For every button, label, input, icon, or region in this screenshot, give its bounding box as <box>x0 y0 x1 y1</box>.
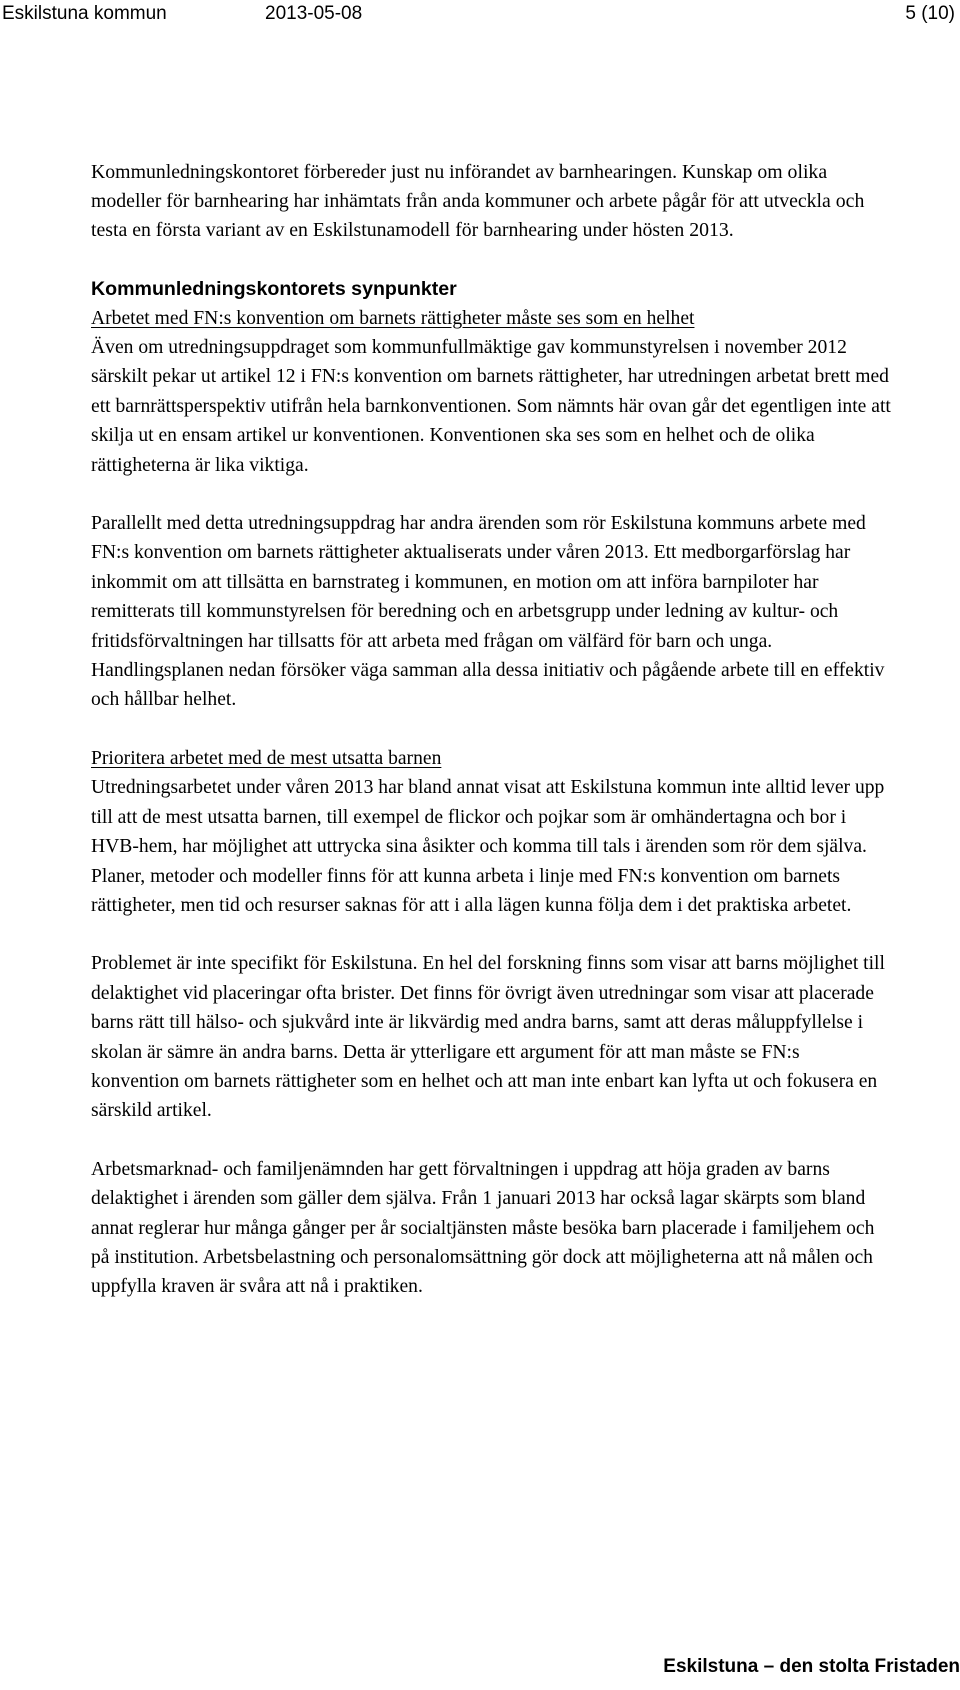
section-heading: Kommunledningskontorets synpunkter <box>91 277 457 300</box>
paragraph-helhet-1: Även om utredningsuppdraget som kommunfullmäktige gav kommunstyrelsen i november 2012 särskilt pekar ut artikel 12 i FN:s konvention om barnets rättigheter, har utredningen arbetat brett med ett barnrättsperspektiv utifrån hela barnkonventionen. Som nämnts här ovan går det egentligen inte att skilja ut en ensam artikel ur konventionen. Konventionen ska ses som en helhet och de olika rättigheterna är lika viktiga. <box>91 337 891 476</box>
header-organization: Eskilstuna kommun <box>2 3 167 24</box>
paragraph-utsatta-2: Problemet är inte specifikt för Eskilstuna. En hel del forskning finns som visar att barns möjlighet till delaktighet vid placeringar ofta brister. Det finns för övrigt även utredningar som visar att placerade barns rätt till hälso- och sjukvård inte är likvärdig med andra barns, samt att deras måluppfyllelse i skolan är sämre än andra barns. Detta är ytterligare ett argument för att man måste se FN:s konvention om barnets rättigheter som en helhet och att man inte enbart kan lyfta ut och fokusera en särskild artikel. <box>91 953 885 1122</box>
footer-slogan: Eskilstuna – den stolta Fristaden <box>663 1656 960 1677</box>
paragraph-utsatta-1: Utredningsarbetet under våren 2013 har bland annat visat att Eskilstuna kommun inte alltid lever upp till att de mest utsatta barnen, till exempel de flickor och pojkar som är omhändertagna och bor i HVB-hem, har möjlighet att uttrycka sina åsikter och komma till tals i ärenden som rör dem själva. Planer, metoder och modeller finns för att kunna arbeta i linje med FN:s konvention om barnets rättigheter, men tid och resurser saknas för att i alla lägen kunna följa dem i det praktiska arbetet. <box>91 777 885 916</box>
subheading-utsatta-barn: Prioritera arbetet med de mest utsatta barnen <box>91 747 442 769</box>
header-page-number: 5 (10) <box>905 3 955 24</box>
page-header <box>0 0 960 30</box>
intro-paragraph: Kommunledningskontoret förbereder just nu införandet av barnhearingen. Kunskap om olika modeller för barnhearing har inhämtats från anda kommuner och arbete pågår för att utveckla och testa en första variant av en Eskilstunamodell för barnhearing under hösten 2013. <box>91 161 865 242</box>
subheading-helhet: Arbetet med FN:s konvention om barnets rättigheter måste ses som en helhet <box>91 307 695 329</box>
document-body <box>91 158 891 1302</box>
header-date: 2013-05-08 <box>265 3 363 24</box>
paragraph-utsatta-3: Arbetsmarknad- och familjenämnden har gett förvaltningen i uppdrag att höja graden av barns delaktighet i ärenden som gäller dem själva. Från 1 januari 2013 har också lagar skärpts som bland annat reglerar hur många gånger per år socialtjänsten måste besöka barn placerade i familjehem och på institution. Arbetsbelastning och personalomsättning gör dock att möjligheterna att nå målen och uppfylla kraven är svåra att nå i praktiken. <box>91 1158 875 1298</box>
paragraph-helhet-2: Parallellt med detta utredningsuppdrag har andra ärenden som rör Eskilstuna kommuns arbete med FN:s konvention om barnets rättigheter aktualiserats under våren 2013. Ett medborgarförslag har inkommit om att tillsätta en barnstrateg i kommunen, en motion om att införa barnpiloter har remitterats till kommunstyrelsen för beredning och en arbetsgrupp under ledning av kultur- och fritidsförvaltningen har tillsatts för att arbeta med frågan om välfärd för barn och unga. Handlingsplanen nedan försöker väga samman alla dessa initiativ och pågående arbete till en effektiv och hållbar helhet. <box>91 513 885 711</box>
